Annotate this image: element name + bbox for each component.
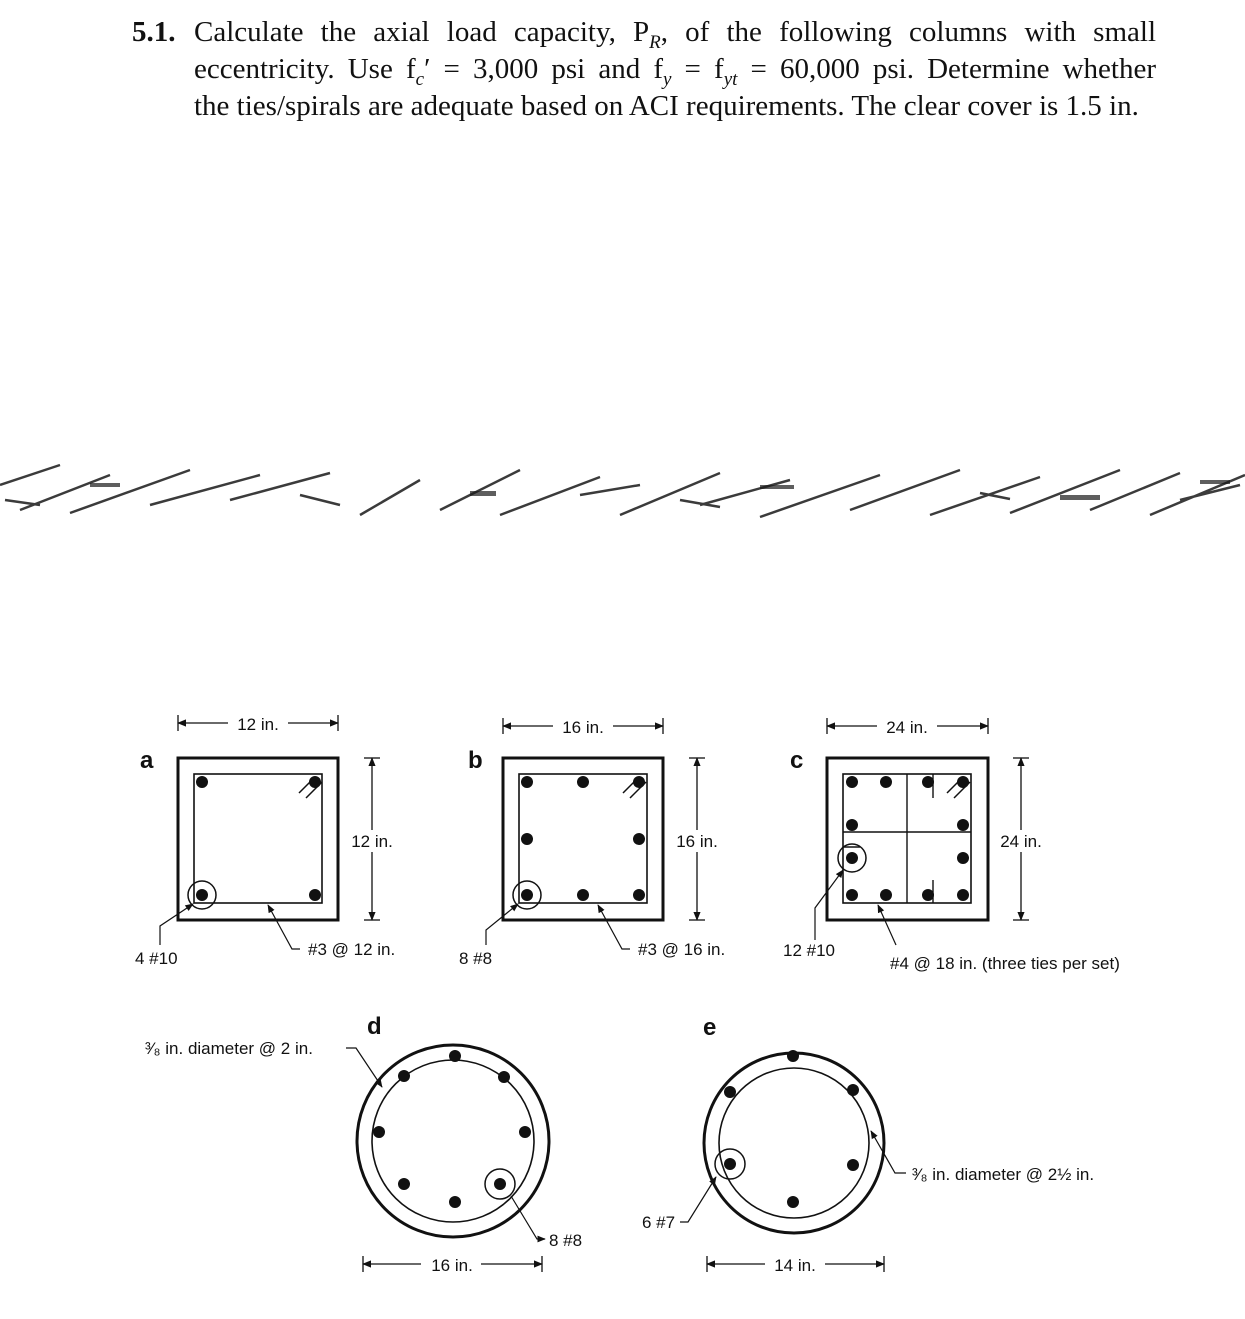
rebar	[880, 776, 892, 788]
rebar	[787, 1196, 799, 1208]
section-e	[642, 1014, 1094, 1275]
section-d-label: d	[367, 1013, 382, 1040]
section-b-width-label: 16 in.	[562, 718, 604, 737]
rebar	[449, 1050, 461, 1062]
section-c-height-label: 24 in.	[1000, 832, 1042, 851]
rebar	[846, 889, 858, 901]
section-e-spiral-label: ³⁄₈ in. diameter @ 2½ in.	[912, 1165, 1095, 1184]
section-c-ties-label: #4 @ 18 in. (three ties per set)	[890, 954, 1120, 973]
rebar	[922, 776, 934, 788]
section-d-bars-label: 8 #8	[549, 1231, 583, 1250]
section-e-spiral	[719, 1068, 869, 1218]
section-b-height-label: 16 in.	[676, 832, 718, 851]
rebar	[957, 889, 969, 901]
rebar	[398, 1178, 410, 1190]
rebar	[957, 819, 969, 831]
section-b-ties-label: #3 @ 16 in.	[638, 940, 726, 959]
section-a	[135, 713, 398, 968]
section-a-tie	[194, 774, 322, 903]
rebar	[196, 776, 208, 788]
section-e-diameter-label: 14 in.	[774, 1256, 816, 1275]
section-a-ties-label: #3 @ 12 in.	[308, 940, 396, 959]
rebar	[521, 889, 533, 901]
rebar	[577, 776, 589, 788]
section-c-width-label: 24 in.	[886, 718, 928, 737]
rebar	[519, 1126, 531, 1138]
problem-line-2: eccentricity. Use $f_c' = 3,000$ psi and $f_y = f_{yt} = 60,000$ psi. Determine whether	[194, 53, 1157, 90]
rebar	[846, 819, 858, 831]
rebar	[880, 889, 892, 901]
section-b-bars-label: 8 #8	[459, 949, 493, 968]
section-a-bars-label: 4 #10	[135, 949, 178, 968]
rebar	[309, 889, 321, 901]
rebar	[521, 776, 533, 788]
rebar	[498, 1071, 510, 1083]
section-b-tie	[519, 774, 647, 903]
section-d	[145, 1013, 582, 1275]
section-a-label: a	[140, 747, 154, 774]
section-d-outline	[357, 1045, 549, 1237]
rebar	[398, 1070, 410, 1082]
rebar	[494, 1178, 506, 1190]
section-e-label: e	[703, 1014, 717, 1041]
rebar	[957, 852, 969, 864]
rebar	[724, 1158, 736, 1170]
rebar	[847, 1159, 859, 1171]
rebar	[846, 852, 858, 864]
rebar	[633, 889, 645, 901]
section-c-label: c	[790, 747, 804, 774]
rebar	[633, 833, 645, 845]
rebar	[724, 1086, 736, 1098]
section-d-diameter-label: 16 in.	[431, 1256, 473, 1275]
rebar	[787, 1050, 799, 1062]
rebar	[846, 776, 858, 788]
section-b	[459, 716, 725, 968]
problem-number: 5.1.	[132, 16, 176, 48]
rebar	[847, 1084, 859, 1096]
section-e-bars-label: 6 #7	[642, 1213, 676, 1232]
rebar	[196, 889, 208, 901]
section-a-height-label: 12 in.	[351, 832, 393, 851]
section-c-bars-label: 12 #10	[783, 941, 835, 960]
rebar	[449, 1196, 461, 1208]
rebar	[309, 776, 321, 788]
section-c	[783, 716, 1120, 973]
rebar	[922, 889, 934, 901]
rebar	[521, 833, 533, 845]
problem-line-1: Calculate the axial load capacity, $P_R$, of the following columns with small	[194, 16, 1157, 53]
rebar	[633, 776, 645, 788]
section-d-spiral-label: ³⁄₈ in. diameter @ 2 in.	[145, 1039, 313, 1058]
column-sections-figure	[0, 690, 1245, 1290]
scan-artifact-band	[0, 455, 1245, 535]
rebar	[577, 889, 589, 901]
rebar	[373, 1126, 385, 1138]
section-a-width-label: 12 in.	[237, 715, 279, 734]
problem-line-3: the ties/spirals are adequate based on ACI requirements. The clear cover is 1.5 in.	[194, 90, 1139, 122]
section-b-label: b	[468, 747, 483, 774]
rebar	[957, 776, 969, 788]
